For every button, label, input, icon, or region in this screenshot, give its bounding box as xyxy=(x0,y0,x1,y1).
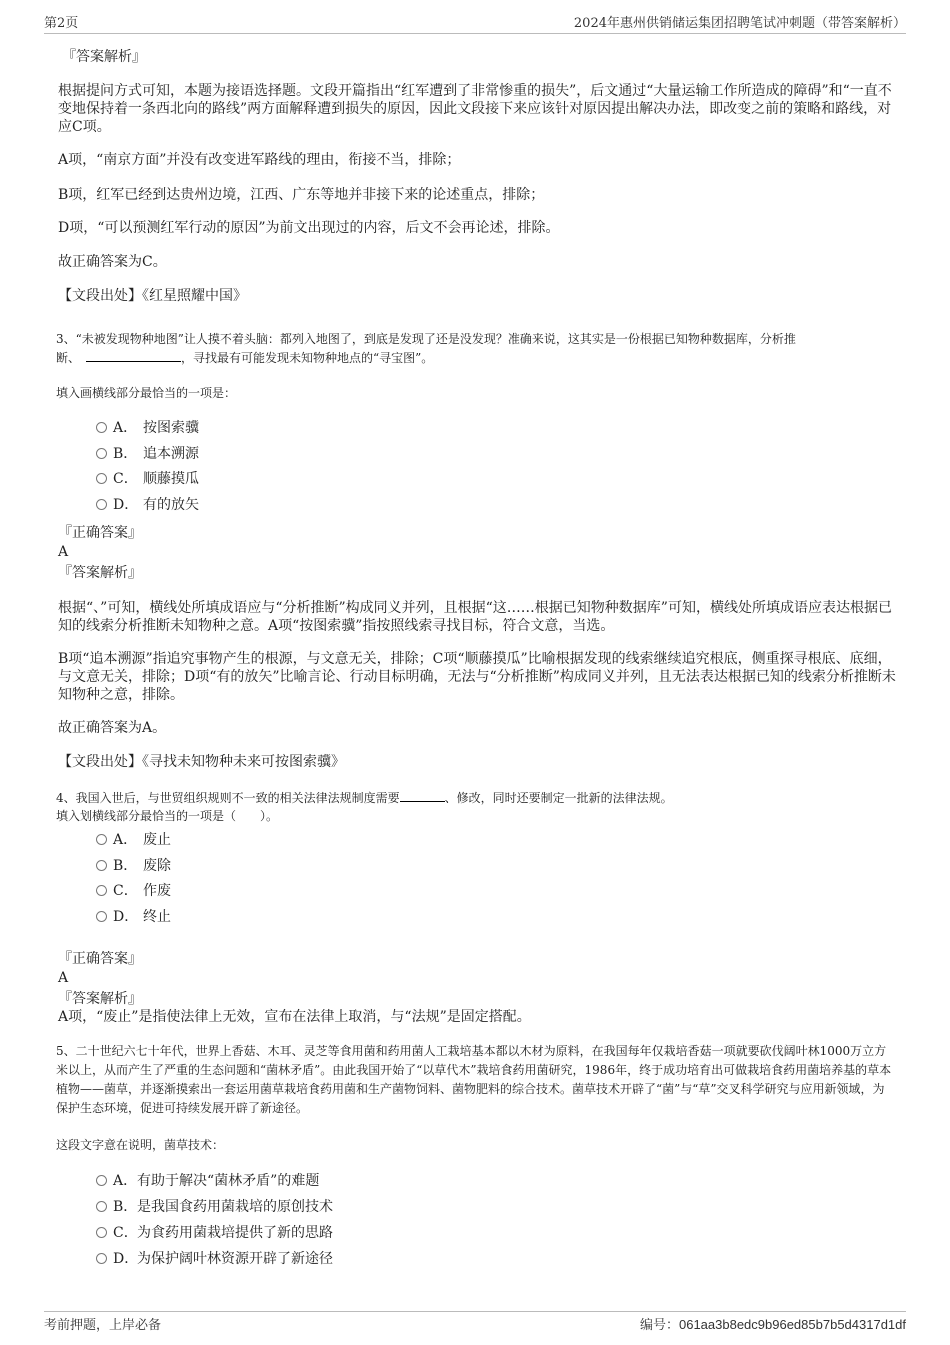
q5-stem: 5、二十世纪六七十年代，世界上香菇、木耳、灵芝等食用菌和药用菌人工栽培基本都以木材为原料，在我国每年仅栽培香菇一项就要砍伐阔叶林1000万立方米以上，从而产生了严重的生态问题和“菌林矛盾”。由此我国开始了“以草代木”栽培食药用菌研究，1986年，终于成功培育出可做栽培食药用菌培养基的草本植物——菌草，并逐渐摸索出一套运用菌草栽培食药用菌和生产菌物饲料、菌物肥料的综合技术。菌草技术开辟了“菌”与“草”交叉科学研究与应用新领域，为保护生态环境，促进可持续发展开辟了新途径。 xyxy=(56,1044,892,1115)
radio-icon[interactable] xyxy=(96,1253,107,1264)
radio-icon[interactable] xyxy=(96,499,107,510)
header-divider xyxy=(44,33,906,34)
q2-analysis-label: 『答案解析』 xyxy=(62,49,146,65)
q2-conclusion: 故正确答案为C。 xyxy=(58,254,167,270)
q5-option-d[interactable]: D．为保护阔叶林资源开辟了新途径 xyxy=(96,1250,333,1268)
radio-icon[interactable] xyxy=(96,911,107,922)
q4-answer: A xyxy=(58,970,69,986)
q3-option-b[interactable]: B． 追本溯源 xyxy=(96,445,199,463)
q3-analysis-paragraph-1: 根据“、”可知，横线处所填成语应与“分析推断”构成同义并列，且根据“这……根据已知物种数据库”可知，横线处所填成语应表达根据已知的线索分析推断未知物种之意。A项“按图索骥”指按照线索寻找目标，符合文意，当选。 xyxy=(58,600,892,634)
radio-icon[interactable] xyxy=(96,885,107,896)
q3-stem: 3、“未被发现物种地图”让人摸不着头脑：都列入地图了，到底是发现了还是没发现？准确来说，这其实是一份根据已知物种数据库，分析推 断、 ，寻找最有可能发现未知物种地点的“寻宝图”。 xyxy=(56,332,796,365)
radio-icon[interactable] xyxy=(96,1201,107,1212)
q3-answer-label: 『正确答案』 xyxy=(58,525,142,541)
q3-analysis-paragraph-2: B项“追本溯源”指追究事物产生的根源，与文意无关，排除；C项“顺藤摸瓜”比喻根据发现的线索继续追究根底，侧重探寻根底、底细，与文意无关，排除；D项“有的放矢”比喻言论、行动目标明确，无法与“分析推断”构成同义并列，且无法表达根据已知的线索分析推断未知物种之意，排除。 xyxy=(58,651,896,703)
q4-option-d[interactable]: D． 终止 xyxy=(96,908,171,926)
q3-analysis-label: 『答案解析』 xyxy=(58,565,142,581)
radio-icon[interactable] xyxy=(96,834,107,845)
q3-option-d[interactable]: D． 有的放矢 xyxy=(96,496,199,514)
q5-prompt: 这段文字意在说明，菌草技术： xyxy=(56,1138,225,1152)
q2-analysis-option-a: A项，“南京方面”并没有改变进军路线的理由，衔接不当，排除； xyxy=(58,152,461,168)
q2-analysis-option-b: B项，红军已经到达贵州边境，江西、广东等地并非接下来的论述重点，排除； xyxy=(58,187,545,203)
q2-analysis-option-d: D项，“可以预测红军行动的原因”为前文出现过的内容，后文不会再论述，排除。 xyxy=(58,220,560,236)
q4-analysis: A项，“废止”是指使法律上无效，宣布在法律上取消，与“法规”是固定搭配。 xyxy=(58,1009,531,1025)
q4-prompt: 填入划横线部分最恰当的一项是（ ）。 xyxy=(56,809,279,823)
q4-option-b[interactable]: B． 废除 xyxy=(96,857,171,875)
radio-icon[interactable] xyxy=(96,860,107,871)
radio-icon[interactable] xyxy=(96,1175,107,1186)
q4-option-a[interactable]: A． 废止 xyxy=(96,831,171,849)
q3-conclusion: 故正确答案为A。 xyxy=(58,720,167,736)
q4-analysis-label: 『答案解析』 xyxy=(58,991,142,1007)
page-number: 第2页 xyxy=(44,16,79,31)
radio-icon[interactable] xyxy=(96,473,107,484)
q4-blank xyxy=(400,789,445,802)
q3-option-c[interactable]: C． 顺藤摸瓜 xyxy=(96,470,199,488)
q3-option-a[interactable]: A． 按图索骥 xyxy=(96,419,199,437)
q4-option-c[interactable]: C． 作废 xyxy=(96,882,171,900)
q2-analysis-paragraph: 根据提问方式可知，本题为接语选择题。文段开篇指出“红军遭到了非常惨重的损失”，后文通过“大量运输工作所造成的障碍”和“一直不变地保持着一条西北向的路线”两方面解释遭到损失的原因，因此文段接下来应该针对原因提出解决办法，即改变之前的策略和路线，对应C项。 xyxy=(58,83,892,135)
radio-icon[interactable] xyxy=(96,1227,107,1238)
radio-icon[interactable] xyxy=(96,448,107,459)
q4-answer-label: 『正确答案』 xyxy=(58,951,142,967)
footer-code: 编号：061aa3b8edc9b96ed85b7b5d4317d1df xyxy=(639,1317,906,1333)
q3-prompt: 填入画横线部分最恰当的一项是： xyxy=(56,386,237,400)
q5-option-b[interactable]: B．是我国食药用菌栽培的原创技术 xyxy=(96,1198,333,1216)
footer-slogan: 考前押题，上岸必备 xyxy=(44,1318,162,1333)
q4-stem: 4、我国入世后，与世贸组织规则不一致的相关法律法规制度需要 、修改，同时还要制定一批新的法律法规。 xyxy=(56,791,673,805)
q2-source: 【文段出处】《红星照耀中国》 xyxy=(58,288,247,304)
footer-divider xyxy=(44,1311,906,1312)
q5-option-c[interactable]: C．为食药用菌栽培提供了新的思路 xyxy=(96,1224,333,1242)
q5-option-a[interactable]: A．有助于解决“菌林矛盾”的难题 xyxy=(96,1172,319,1190)
q3-blank xyxy=(86,349,181,362)
document-title: 2024年惠州供销储运集团招聘笔试冲刺题（带答案解析） xyxy=(573,16,906,31)
radio-icon[interactable] xyxy=(96,422,107,433)
q3-answer: A xyxy=(58,544,69,560)
q3-source: 【文段出处】《寻找未知物种未来可按图索骥》 xyxy=(58,754,345,770)
